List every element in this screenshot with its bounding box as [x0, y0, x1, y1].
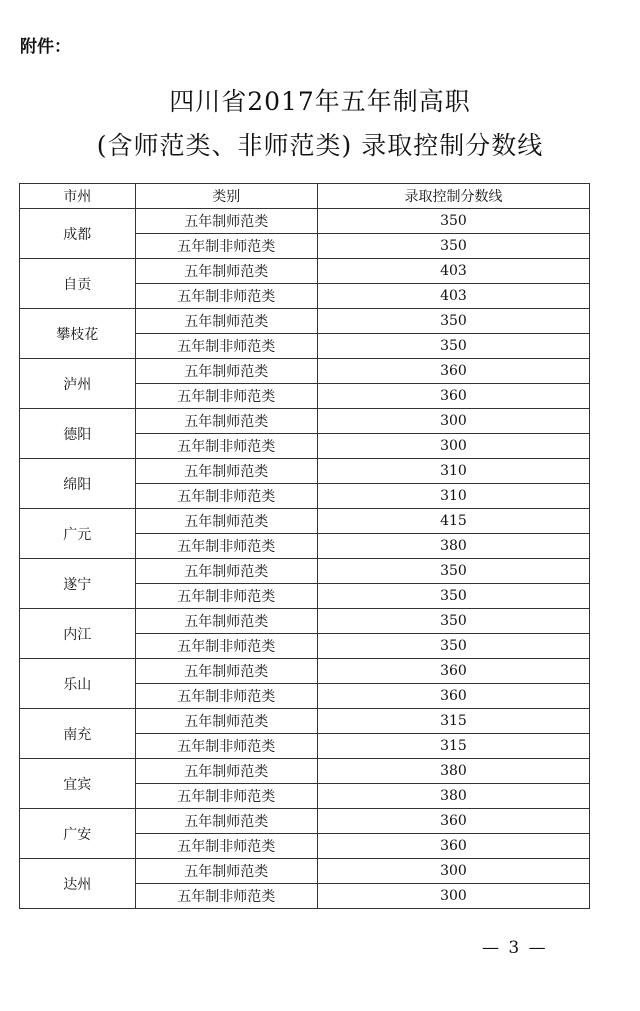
table-row [20, 309, 590, 334]
city-cell: 攀枝花 [20, 309, 136, 359]
score-cell: 300 [317, 409, 589, 434]
score-cell: 360 [317, 809, 589, 834]
table-row [20, 859, 590, 884]
table-row [20, 209, 590, 234]
table-row [20, 759, 590, 784]
score-table [19, 183, 590, 909]
page-number: — 3 — [482, 938, 548, 958]
city-cell: 遂宁 [20, 559, 136, 609]
category-cell: 五年制师范类 [135, 509, 317, 534]
category-cell: 五年制非师范类 [135, 384, 317, 409]
page-title-line-2: (含师范类、非师范类) 录取控制分数线 [96, 131, 544, 160]
score-cell: 350 [317, 609, 589, 634]
score-cell: 350 [317, 559, 589, 584]
score-cell: 350 [317, 309, 589, 334]
column-header-score: 录取控制分数线 [317, 184, 589, 209]
category-cell: 五年制非师范类 [135, 484, 317, 509]
category-cell: 五年制非师范类 [135, 784, 317, 809]
city-cell: 德阳 [20, 409, 136, 459]
score-cell: 360 [317, 384, 589, 409]
city-cell: 自贡 [20, 259, 136, 309]
category-cell: 五年制非师范类 [135, 434, 317, 459]
score-cell: 350 [317, 334, 589, 359]
score-cell: 300 [317, 884, 589, 909]
score-cell: 380 [317, 534, 589, 559]
city-cell: 泸州 [20, 359, 136, 409]
category-cell: 五年制非师范类 [135, 284, 317, 309]
score-cell: 310 [317, 484, 589, 509]
category-cell: 五年制师范类 [135, 709, 317, 734]
score-cell: 300 [317, 859, 589, 884]
attachment-label: 附件： [20, 37, 71, 57]
category-cell: 五年制非师范类 [135, 584, 317, 609]
table-row [20, 659, 590, 684]
score-cell: 315 [317, 709, 589, 734]
city-cell: 广安 [20, 809, 136, 859]
table-row [20, 359, 590, 384]
score-cell: 350 [317, 209, 589, 234]
column-header-city: 市州 [20, 184, 136, 209]
score-cell: 360 [317, 659, 589, 684]
score-cell: 403 [317, 284, 589, 309]
column-header-category: 类别 [135, 184, 317, 209]
score-cell: 360 [317, 684, 589, 709]
page-title-line-1: 四川省2017年五年制高职 [169, 87, 471, 116]
city-cell: 内江 [20, 609, 136, 659]
table-body [20, 209, 590, 909]
city-cell: 南充 [20, 709, 136, 759]
category-cell: 五年制师范类 [135, 359, 317, 384]
table-row [20, 609, 590, 634]
table-row [20, 259, 590, 284]
score-cell: 315 [317, 734, 589, 759]
category-cell: 五年制非师范类 [135, 334, 317, 359]
category-cell: 五年制非师范类 [135, 834, 317, 859]
category-cell: 五年制非师范类 [135, 884, 317, 909]
score-cell: 300 [317, 434, 589, 459]
table-header-row [20, 184, 590, 209]
score-cell: 350 [317, 584, 589, 609]
city-cell: 成都 [20, 209, 136, 259]
category-cell: 五年制师范类 [135, 759, 317, 784]
city-cell: 乐山 [20, 659, 136, 709]
category-cell: 五年制非师范类 [135, 684, 317, 709]
score-cell: 380 [317, 784, 589, 809]
table-row [20, 709, 590, 734]
city-cell: 广元 [20, 509, 136, 559]
category-cell: 五年制非师范类 [135, 734, 317, 759]
category-cell: 五年制师范类 [135, 559, 317, 584]
score-cell: 360 [317, 834, 589, 859]
category-cell: 五年制师范类 [135, 209, 317, 234]
score-cell: 380 [317, 759, 589, 784]
table-row [20, 409, 590, 434]
category-cell: 五年制师范类 [135, 409, 317, 434]
category-cell: 五年制师范类 [135, 809, 317, 834]
category-cell: 五年制师范类 [135, 309, 317, 334]
category-cell: 五年制非师范类 [135, 234, 317, 259]
category-cell: 五年制师范类 [135, 659, 317, 684]
table-row [20, 509, 590, 534]
city-cell: 绵阳 [20, 459, 136, 509]
score-cell: 310 [317, 459, 589, 484]
table-row [20, 809, 590, 834]
score-cell: 350 [317, 634, 589, 659]
category-cell: 五年制师范类 [135, 459, 317, 484]
score-cell: 350 [317, 234, 589, 259]
category-cell: 五年制非师范类 [135, 534, 317, 559]
category-cell: 五年制非师范类 [135, 634, 317, 659]
table-row [20, 559, 590, 584]
city-cell: 宜宾 [20, 759, 136, 809]
category-cell: 五年制师范类 [135, 609, 317, 634]
category-cell: 五年制师范类 [135, 259, 317, 284]
category-cell: 五年制师范类 [135, 859, 317, 884]
score-cell: 415 [317, 509, 589, 534]
score-cell: 360 [317, 359, 589, 384]
score-cell: 403 [317, 259, 589, 284]
city-cell: 达州 [20, 859, 136, 909]
table-row [20, 459, 590, 484]
